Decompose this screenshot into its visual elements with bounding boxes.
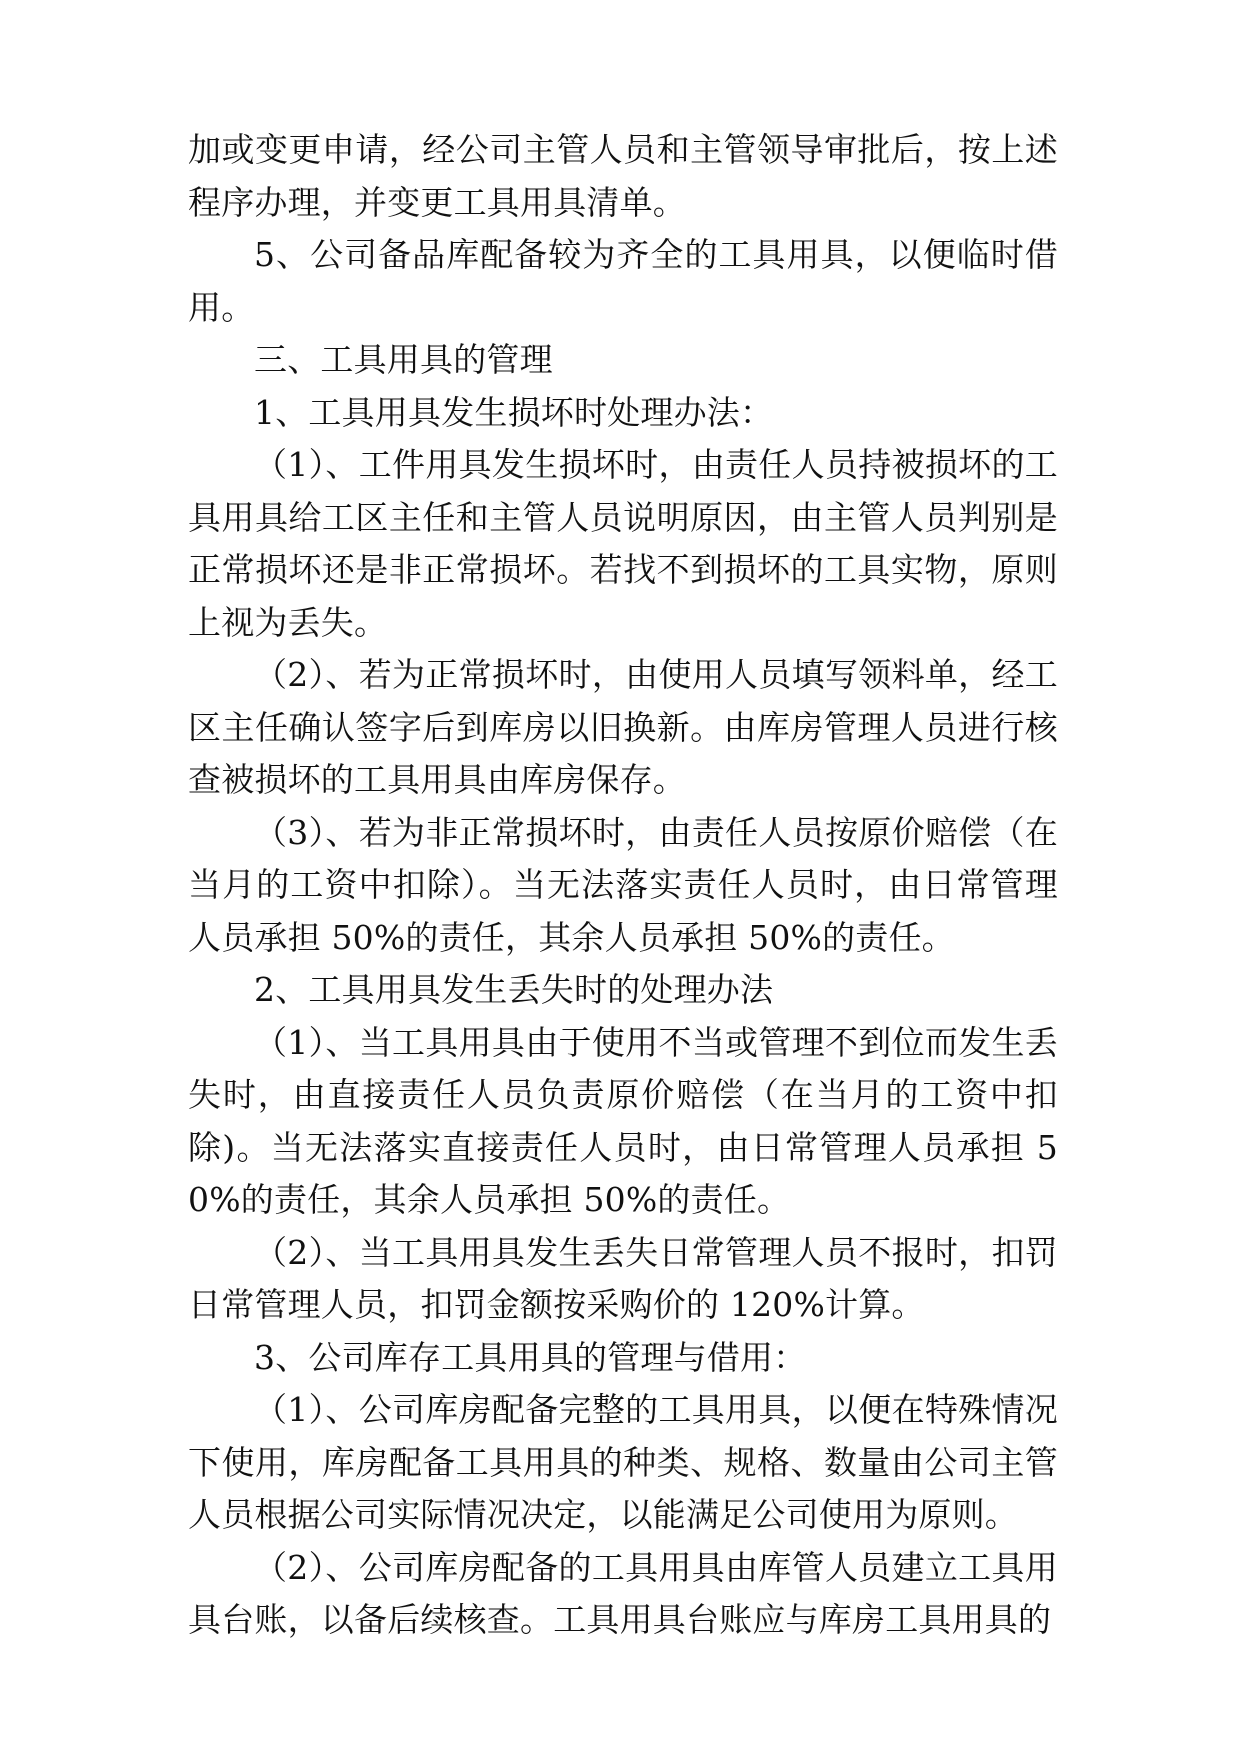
paragraph-continuation: 加或变更申请，经公司主管人员和主管领导审批后，按上述程序办理，并变更工具用具清单。 xyxy=(188,130,1058,222)
subheading-1-damage: 1、工具用具发生损坏时处理办法： xyxy=(254,392,774,432)
paragraph-loss-2: （2）、当工具用具发生丢失日常管理人员不报时，扣罚日常管理人员，扣罚金额按采购价的 120%计算。 xyxy=(188,1232,1058,1324)
paragraph-damage-3: （3）、若为非正常损坏时，由责任人员按原价赔偿（在当月的工资中扣除）。当无法落实责任人员时，由日常管理人员承担 50%的责任，其余人员承担 50%的责任。 xyxy=(188,812,1058,957)
paragraph-loss-1: （1）、当工具用具由于使用不当或管理不到位而发生丢失时，由直接责任人员负责原价赔偿（在当月的工资中扣除)。当无法落实直接责任人员时，由日常管理人员承担 50%的责任，其余人员承担 50%的责任。 xyxy=(188,1022,1058,1219)
paragraph-damage-2: （2）、若为正常损坏时，由使用人员填写领料单，经工区主任确认签字后到库房以旧换新。由库房管理人员进行核查被损坏的工具用具由库房保存。 xyxy=(188,655,1058,799)
paragraph-item-5: 5、公司备品库配备较为齐全的工具用具，以便临时借用。 xyxy=(188,235,1058,327)
document-body xyxy=(188,124,1058,1647)
paragraph-damage-1: （1）、工件用具发生损坏时，由责任人员持被损坏的工具用具给工区主任和主管人员说明原因，由主管人员判别是正常损坏还是非正常损坏。若找不到损坏的工具实物，原则上视为丢失。 xyxy=(188,445,1058,642)
section-heading-3: 三、工具用具的管理 xyxy=(254,340,553,379)
paragraph-inventory-2: （2）、公司库房配备的工具用具由库管人员建立工具用具台账，以备后续核查。工具用具台账应与库房工具用具的 xyxy=(188,1547,1058,1639)
subheading-2-loss: 2、工具用具发生丢失时的处理办法 xyxy=(254,970,774,1009)
paragraph-inventory-1: （1）、公司库房配备完整的工具用具，以便在特殊情况下使用，库房配备工具用具的种类、规格、数量由公司主管人员根据公司实际情况决定，以能满足公司使用为原则。 xyxy=(188,1390,1058,1534)
subheading-3-inventory: 3、公司库存工具用具的管理与借用： xyxy=(254,1337,807,1377)
